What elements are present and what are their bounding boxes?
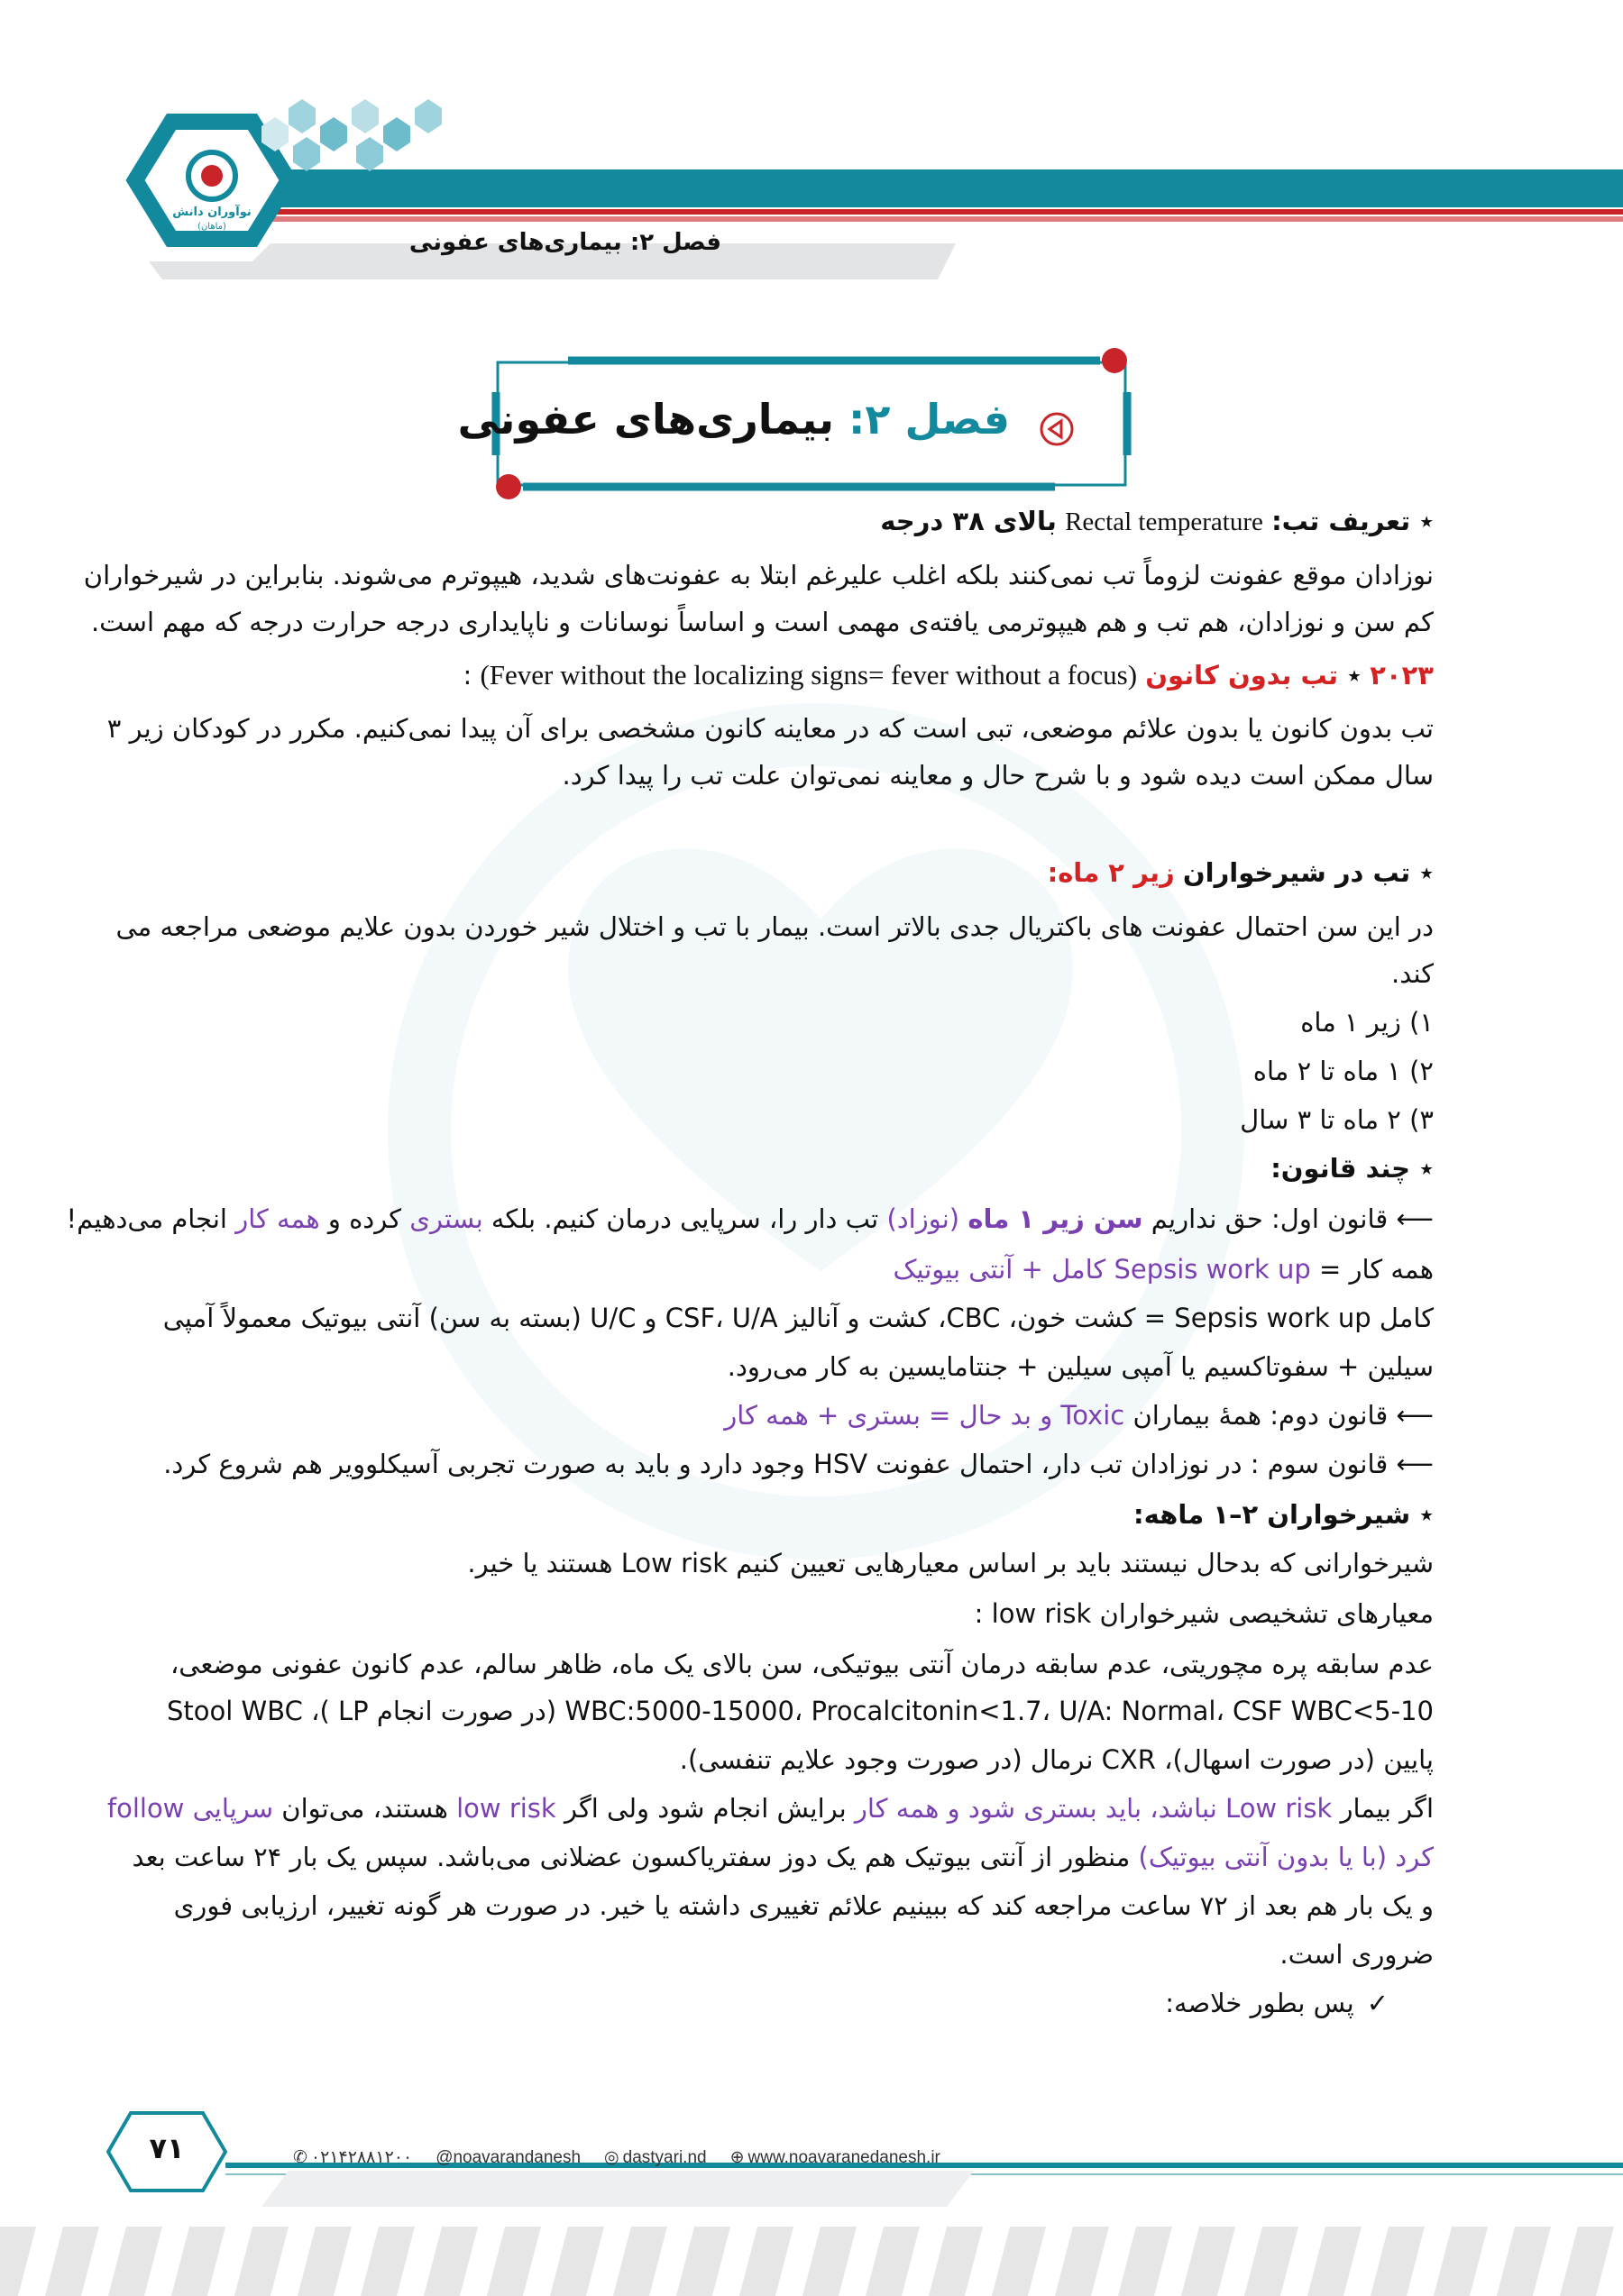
footer-contacts <box>293 2147 978 2168</box>
title-box-heading <box>457 395 1010 444</box>
footer-graphic <box>0 2082 1623 2296</box>
rule1: ⟵ قانون اول: حق نداریم سن زیر ۱ ماه (نوزاد) تب دار را، سرپایی درمان کنیم. بلکه بستری کرده و همه کار انجام می‌دهیم! <box>66 1203 1434 1234</box>
para4: شیرخوارانی که بدحال نیستند باید بر اساس معیارهایی تعیین کنیم Low risk هستند یا خیر. <box>467 1548 1434 1578</box>
sepsis-line2: سیلین + سفوتاکسیم یا آمپی سیلین + جنتامایسین به کار می‌رود. <box>727 1351 1434 1382</box>
logo-subtext: (ماهان) <box>197 222 226 232</box>
para5: معیارهای تشخیصی شیرخواران low risk : <box>974 1598 1434 1629</box>
list-item: ۱) زیر ۱ ماه <box>1300 1007 1434 1038</box>
infants-label: شیرخواران ۲–۱ ماهه: <box>1133 1499 1411 1530</box>
para3-line1: در این سن احتمال عفونت های باکتریال جدی بالاتر است. بیمار با تب و اختلال شیر خوردن بدون علایم موضعی مراجعه می <box>115 911 1434 942</box>
para7-line3: و یک بار هم بعد از ۷۲ ساعت مراجعه کند که ببینیم علائم تغییری داشته یا خیر. در صورت هر گونه تغییر، ارزیابی فوری <box>173 1890 1434 1921</box>
year-label: ۲۰۲۳ <box>1370 660 1434 691</box>
rule3: ⟵ قانون سوم : در نوزادان تب دار، احتمال عفونت HSV وجود دارد و باید به صورت تجربی آسیکلوویر هم شروع کرد. <box>163 1449 1434 1479</box>
instagram1: @noavarandanesh <box>436 2147 582 2167</box>
under2-red: زیر ۲ ماه: <box>1047 857 1175 888</box>
fwls-heading: ۲۰۲۳ ٭ تب بدون کانون (Fever without the localizing signs= fever without a focus) : <box>463 659 1434 691</box>
para7-line2: کرد (با یا بدون آنتی بیوتیک) منظور از آنتی بیوتیک هم یک دوز سفتریاکسون عضلانی می‌باشد. سپس یک بار ۲۴ ساعت بعد <box>132 1842 1434 1872</box>
title-chapter: فصل ۲: <box>848 395 1010 444</box>
checkmark-icon: ✓ <box>1366 1988 1389 2018</box>
list-item: ۳) ۲ ماه تا ۳ سال <box>1240 1104 1434 1135</box>
title-text: بیماری‌های عفونی <box>457 395 834 444</box>
phone: ۰۲۱۴۲۸۸۱۲۰۰ <box>310 2148 413 2167</box>
page-number: ۷۱ <box>149 2131 185 2165</box>
list-item: ۲) ۱ ماه تا ۲ ماه <box>1252 1056 1434 1086</box>
all-work-definition: همه کار = Sepsis work up کامل + آنتی بیوتیک <box>893 1254 1434 1285</box>
fever-def-en: Rectal temperature <box>1065 508 1263 536</box>
summary: ✓پس بطور خلاصه: <box>1165 1988 1389 2018</box>
para2-line2: سال ممکن است دیده شود و با شرح حال و معاینه نمی‌توان علت تب را پیدا کرد. <box>562 760 1434 791</box>
para7-line4: ضروری است. <box>1279 1939 1434 1970</box>
fever-def-value: بالای ۳۸ درجه <box>880 506 1057 536</box>
fever-def-label: تعریف تب: <box>1271 506 1411 536</box>
header-chapter-label: فصل ۲: بیماری‌های عفونی <box>408 229 721 256</box>
rules-heading: ٭ چند قانون: <box>1270 1153 1434 1184</box>
para6-line2: WBC:5000-15000، Procalcitonin<1.7، U/A: Normal، CSF WBC<5-10 (در صورت انجام LP )، Stool WBC <box>167 1696 1434 1726</box>
rule2: ⟵ قانون دوم: همهٔ بیماران Toxic و بد حال = بستری + همه کار <box>724 1400 1434 1431</box>
para1-line2: کم سن و نوزادان، هم تب و هم هیپوترمی یافته‌ی مهمی است و اساساً نوسانات و ناپایداری درجه حرارت درجه که مهم است. <box>90 607 1434 637</box>
phone-icon: ✆ <box>293 2148 307 2167</box>
under2-label: تب در شیرخواران <box>1182 857 1411 888</box>
rules-label: چند قانون: <box>1270 1153 1411 1184</box>
fever-definition: ٭ تعریف تب: Rectal temperature بالای ۳۸ درجه <box>880 506 1434 536</box>
para6-line3: پایین (در صورت اسهال)، CXR نرمال (در صورت وجود علایم تنفسی). <box>679 1744 1434 1775</box>
para3-line2: کند. <box>1391 958 1434 989</box>
instagram-icon: ◎ <box>604 2148 619 2167</box>
para2-line1: تب بدون کانون یا بدون علائم موضعی، تبی است که در معاینه کانون مشخصی برای آن پیدا نمی‌کنیم. مکرر در کودکان زیر ۳ <box>106 713 1434 744</box>
under2-heading: ٭ تب در شیرخواران زیر ۲ ماه: <box>1047 857 1434 888</box>
web-icon: ⊕ <box>729 2148 745 2167</box>
header-graphic <box>0 90 1623 279</box>
para6-line1: عدم سابقه پره مچوریتی، عدم سابقه درمان آنتی بیوتیکی، سن بالای یک ماه، ظاهر سالم، عدم کانون عفونی موضعی، <box>170 1649 1434 1679</box>
sepsis-line1: کامل Sepsis work up = کشت خون، CBC، کشت و آنالیز CSF، U/A و U/C (بسته به سن) آنتی بیوتیک معمولاً آمپی <box>162 1303 1434 1333</box>
instagram2: dastyari.nd <box>622 2147 707 2167</box>
para1-line1: نوزادان موقع عفونت لزوماً تب نمی‌کنند بلکه اغلب علیرغم ابتلا به عفونت‌های شدید، هیپوترم می‌شوند. بنابراین در شیرخواران <box>83 560 1434 590</box>
fwls-en: (Fever without the localizing signs= fever without a focus) <box>480 659 1138 691</box>
para7-line1: اگر بیمار Low risk نباشد، باید بستری شود و همه کار برایش انجام شود ولی اگر low risk هستند، می‌توان سرپایی follow <box>106 1793 1434 1824</box>
fwls-label: تب بدون کانون <box>1145 660 1339 691</box>
logo-text: نوآوران دانش <box>172 206 252 219</box>
play-back-icon <box>1039 411 1075 447</box>
website: www.noavaranedanesh.ir <box>747 2147 940 2167</box>
infants-heading: ٭ شیرخواران ۲–۱ ماهه: <box>1133 1499 1434 1530</box>
